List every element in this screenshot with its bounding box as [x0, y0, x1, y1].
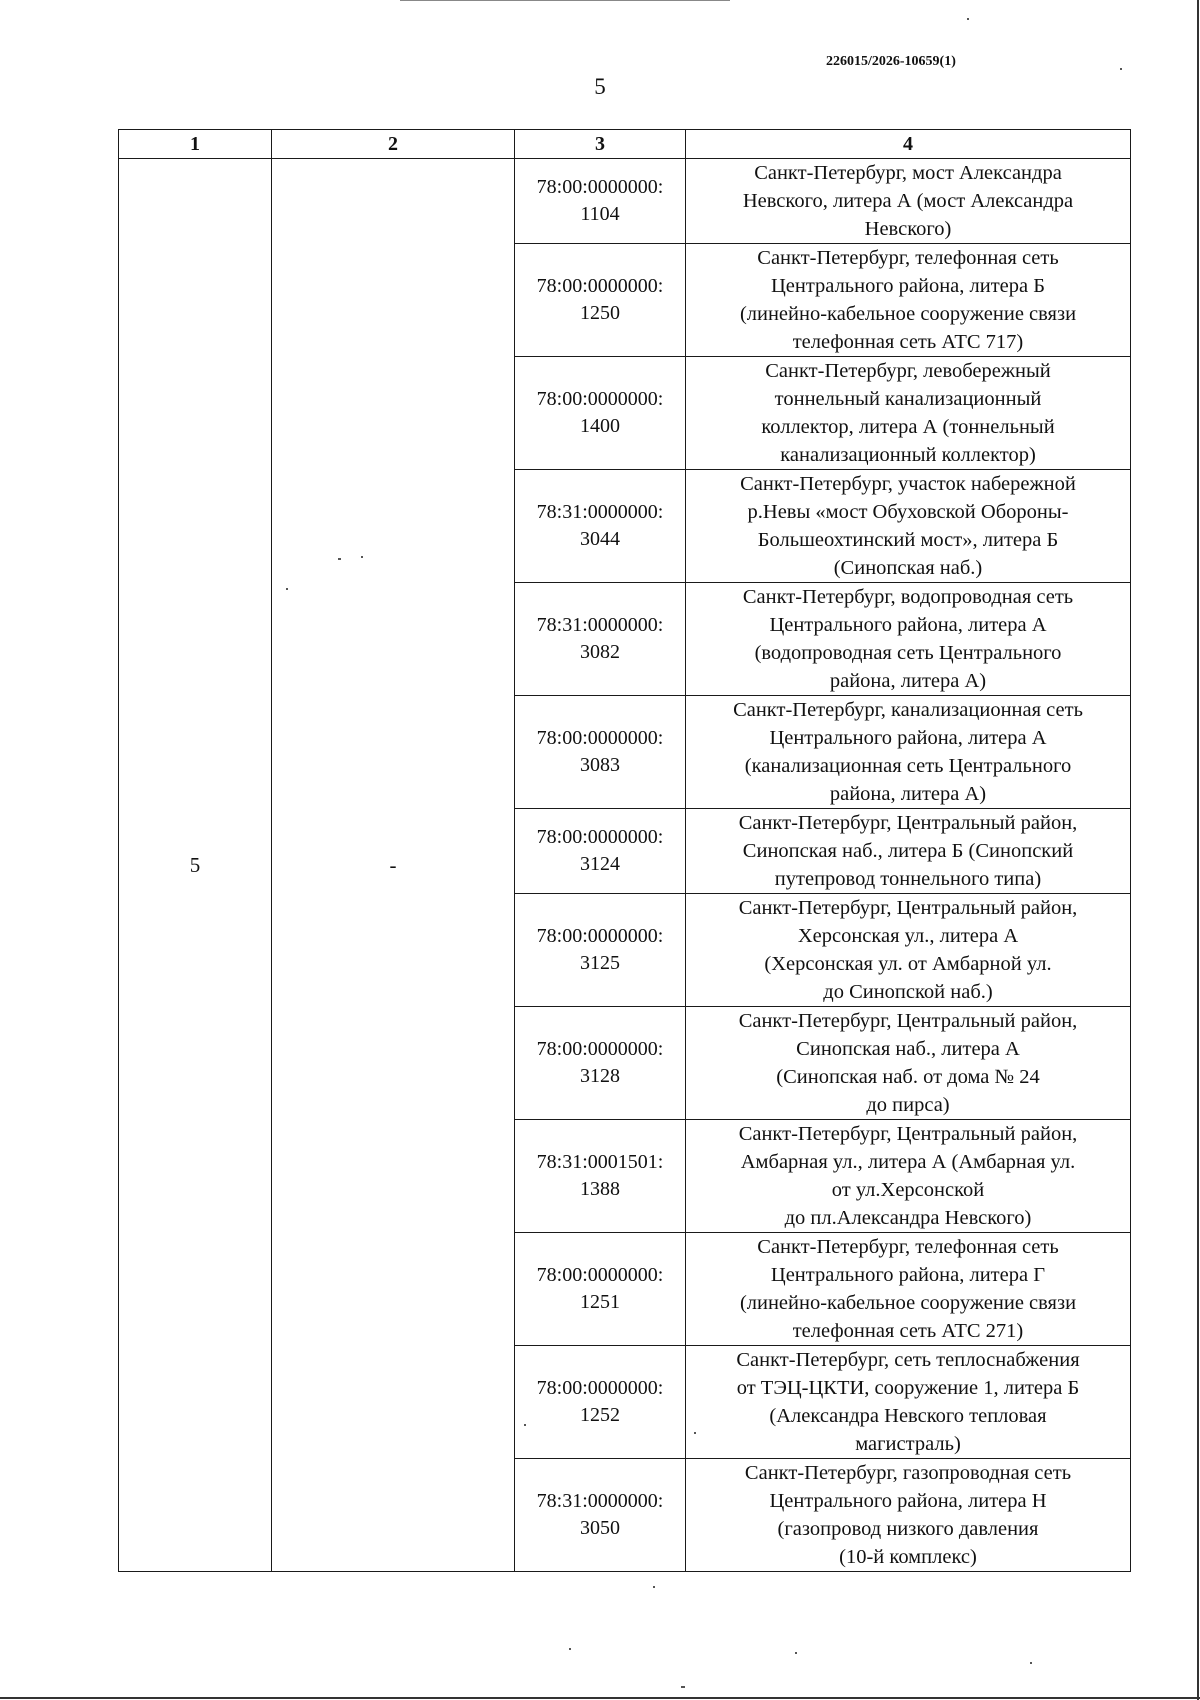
address-cell — [686, 1120, 1131, 1233]
scan-speck — [524, 1424, 526, 1426]
item-number-cell: 5 — [119, 159, 272, 1572]
address-cell — [686, 809, 1131, 894]
address-cell — [686, 696, 1131, 809]
cadastral-number: 78:00:0000000: 3083 — [536, 727, 664, 776]
cadastral-number-cell — [515, 357, 686, 470]
cadastral-number-cell — [515, 583, 686, 696]
cadastral-number: 78:00:0000000: 1104 — [536, 176, 664, 225]
scan-speck — [795, 1652, 797, 1654]
cadastral-number-cell — [515, 696, 686, 809]
cadastral-number: 78:00:0000000: 1251 — [536, 1264, 664, 1313]
cadastral-number: 78:00:0000000: 3125 — [536, 925, 664, 974]
scan-edge-bottom — [0, 1697, 1200, 1699]
scan-speck — [361, 556, 363, 558]
cadastral-number-cell — [515, 244, 686, 357]
scan-speck — [653, 1586, 655, 1588]
cadastral-number: 78:31:0000000: 3050 — [536, 1490, 664, 1539]
address-cell — [686, 894, 1131, 1007]
address-cell — [686, 159, 1131, 244]
scan-speck — [338, 558, 341, 560]
address-cell — [686, 583, 1131, 696]
cadastral-number: 78:31:0001501: 1388 — [536, 1151, 664, 1200]
cadastral-number-cell — [515, 1007, 686, 1120]
table-row — [119, 159, 1131, 244]
object-address: Санкт-Петербург, газопроводная сеть Центрального района, литера Н (газопровод низкого давления (10-й комплекс) — [744, 1462, 1072, 1568]
cadastral-number: 78:00:0000000: 1252 — [536, 1377, 664, 1426]
cadastral-number: 78:00:0000000: 1250 — [536, 275, 664, 324]
scan-speck — [967, 18, 969, 20]
address-cell — [686, 1459, 1131, 1572]
cadastral-number-cell — [515, 894, 686, 1007]
column-header-2: 2 — [272, 130, 515, 159]
cadastral-number-cell — [515, 159, 686, 244]
column-header-4: 4 — [686, 130, 1131, 159]
cadastral-number: 78:31:0000000: 3082 — [536, 614, 664, 663]
address-cell — [686, 470, 1131, 583]
column-header-1: 1 — [119, 130, 272, 159]
address-cell — [686, 244, 1131, 357]
object-address: Санкт-Петербург, левобережный тоннельный канализационный коллектор, литера А (тоннельный канализационный коллектор) — [761, 360, 1055, 466]
cadastral-number-cell — [515, 1120, 686, 1233]
object-address: Санкт-Петербург, Центральный район, Амбарная ул., литера А (Амбарная ул. от ул.Херсонской до пл.Александра Невского) — [738, 1123, 1078, 1229]
cadastral-number-cell — [515, 1346, 686, 1459]
cadastral-number: 78:00:0000000: 3128 — [536, 1038, 664, 1087]
scan-speck — [569, 1648, 571, 1650]
object-address: Санкт-Петербург, телефонная сеть Центрального района, литера Г (линейно-кабельное сооружение связи телефонная сеть АТС 271) — [739, 1236, 1077, 1342]
object-address: Санкт-Петербург, участок набережной р.Невы «мост Обуховской Обороны- Большеохтинский мост», литера Б (Синопская наб.) — [740, 473, 1076, 579]
object-address: Санкт-Петербург, Центральный район, Синопская наб., литера Б (Синопский путепровод тоннельного типа) — [738, 812, 1078, 890]
page-number: 5 — [594, 74, 606, 99]
address-cell — [686, 1007, 1131, 1120]
cadastral-number: 78:31:0000000: 3044 — [536, 501, 664, 550]
column-header-3: 3 — [515, 130, 686, 159]
column-2-cell: - — [272, 159, 515, 1572]
object-address: Санкт-Петербург, сеть теплоснабжения от ТЭЦ-ЦКТИ, сооружение 1, литера Б (Александра Невского тепловая магистраль) — [736, 1349, 1080, 1455]
cadastral-number-cell — [515, 1233, 686, 1346]
table-body — [119, 159, 1131, 1572]
cadastral-number-cell — [515, 470, 686, 583]
cadastral-number: 78:00:0000000: 3124 — [536, 826, 664, 875]
object-address: Санкт-Петербург, телефонная сеть Центрального района, литера Б (линейно-кабельное сооружение связи телефонная сеть АТС 717) — [739, 247, 1077, 353]
cadastral-number-cell — [515, 809, 686, 894]
scan-edge-right — [1197, 0, 1199, 1700]
scan-speck — [1030, 1662, 1032, 1664]
scan-edge-top — [400, 0, 730, 1]
object-address: Санкт-Петербург, канализационная сеть Центрального района, литера А (канализационная сеть Центрального района, литера А) — [733, 699, 1083, 805]
cadastral-number: 78:00:0000000: 1400 — [536, 388, 664, 437]
document-number: 226015/2026-10659(1) — [826, 54, 956, 69]
register-table — [118, 129, 1131, 1572]
scan-speck — [681, 1686, 685, 1688]
address-cell — [686, 1233, 1131, 1346]
cadastral-number-cell — [515, 1459, 686, 1572]
table-header-row — [119, 130, 1131, 159]
object-address: Санкт-Петербург, Центральный район, Херсонская ул., литера А (Херсонская ул. от Амбарной ул. до Синопской наб.) — [738, 897, 1078, 1003]
address-cell — [686, 357, 1131, 470]
scan-speck — [1120, 68, 1122, 70]
scan-speck — [286, 588, 288, 590]
object-address: Санкт-Петербург, Центральный район, Синопская наб., литера А (Синопская наб. от дома № 24 до пирса) — [738, 1010, 1078, 1116]
scan-speck — [694, 1432, 696, 1434]
address-cell — [686, 1346, 1131, 1459]
object-address: Санкт-Петербург, мост Александра Невского, литера А (мост Александра Невского) — [742, 162, 1074, 240]
object-address: Санкт-Петербург, водопроводная сеть Центрального района, литера А (водопроводная сеть Центрального района, литера А) — [742, 586, 1074, 692]
